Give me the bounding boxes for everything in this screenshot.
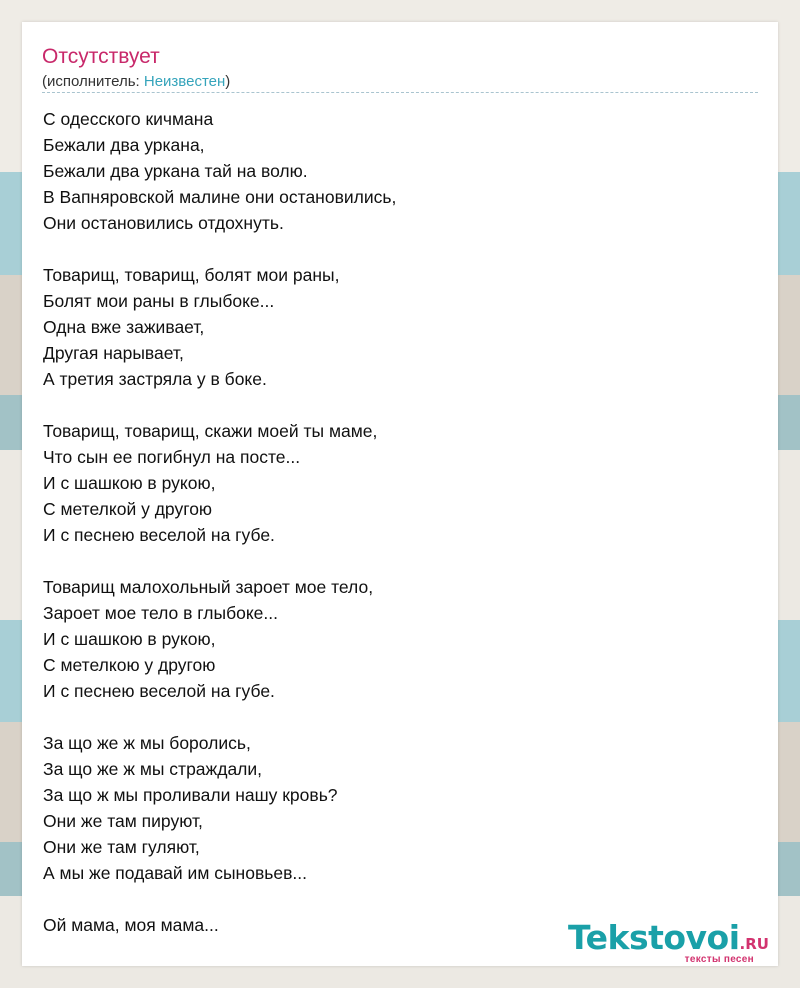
- lyric-line: И с шашкою в рукою,: [43, 629, 216, 649]
- lyric-line: Ой мама, моя мама...: [43, 915, 219, 935]
- lyrics-card: [22, 22, 778, 966]
- logo-word: Tekstovoi: [568, 918, 740, 957]
- lyric-line: И с песнею веселой на губе.: [43, 525, 275, 545]
- lyric-line: За що же ж мы боролись,: [43, 733, 251, 753]
- lyric-line: Они же там гуляют,: [43, 837, 200, 857]
- lyric-line: И с шашкою в рукою,: [43, 473, 216, 493]
- artist-link[interactable]: Неизвестен: [143, 73, 226, 90]
- lyric-line: А третия застряла у в боке.: [43, 369, 267, 389]
- song-title: Отсутствует: [42, 45, 160, 68]
- lyric-line: Товарищ, товарищ, скажи моей ты маме,: [43, 421, 378, 441]
- lyrics-stanza: [43, 418, 396, 548]
- logo-tagline: тексты песен: [684, 954, 754, 965]
- site-logo[interactable]: [568, 920, 778, 968]
- lyric-line: Товарищ, товарищ, болят мои раны,: [43, 265, 340, 285]
- logo-tld: .RU: [739, 935, 769, 953]
- artist-line: [42, 73, 230, 91]
- lyric-line: С одесского кичмана: [43, 109, 214, 129]
- lyric-line: Другая нарывает,: [43, 343, 184, 363]
- lyric-line: Товарищ малохольный зароет мое тело,: [43, 577, 374, 597]
- lyric-line: Бежали два уркана,: [43, 135, 205, 155]
- lyrics-stanza: [43, 106, 396, 236]
- lyrics-stanza: [43, 262, 396, 392]
- lyric-line: В Вапняровской малине они остановились,: [43, 187, 397, 207]
- lyric-line: Они же там пируют,: [43, 811, 203, 831]
- lyric-line: За що же ж мы страждали,: [43, 759, 263, 779]
- lyric-line: С метелкой у другою: [43, 499, 213, 519]
- lyric-line: Болят мои раны в глыбоке...: [43, 291, 275, 311]
- lyrics-stanza: [43, 730, 396, 886]
- lyric-line: И с песнею веселой на губе.: [43, 681, 275, 701]
- artist-suffix: ): [225, 73, 231, 90]
- lyric-line: Одна вже заживает,: [43, 317, 205, 337]
- lyrics-body: [43, 106, 396, 964]
- lyrics-stanza: [43, 912, 396, 938]
- lyric-line: За що ж мы проливали нашу кровь?: [43, 785, 338, 805]
- lyric-line: Что сын ее погибнул на посте...: [43, 447, 301, 467]
- title-divider: [42, 92, 758, 93]
- lyric-line: Они остановились отдохнуть.: [43, 213, 284, 233]
- lyric-line: А мы же подавай им сыновьев...: [43, 863, 307, 883]
- lyrics-stanza: [43, 574, 396, 704]
- lyric-line: Бежали два уркана тай на волю.: [43, 161, 308, 181]
- artist-prefix: (исполнитель:: [42, 73, 144, 90]
- lyric-line: Зароет мое тело в глыбоке...: [43, 603, 279, 623]
- lyric-line: С метелкою у другою: [43, 655, 216, 675]
